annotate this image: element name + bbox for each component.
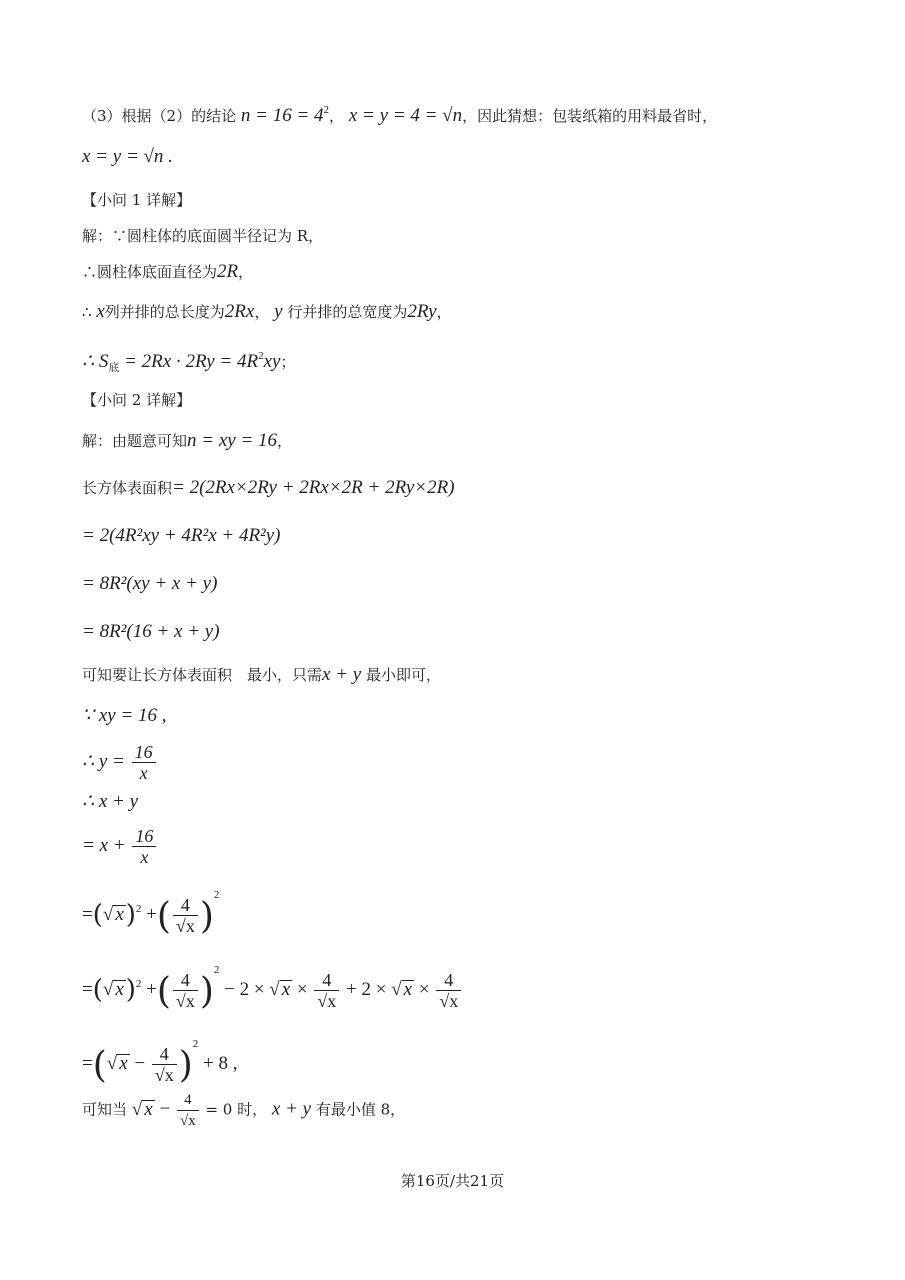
sqrt: √ x — [269, 979, 291, 1000]
math: + — [146, 904, 157, 925]
line-1 — [82, 100, 717, 126]
math: = 8R²(xy + x + y) — [82, 573, 218, 594]
radicand: x — [185, 991, 195, 1012]
math: x + y — [271, 1098, 312, 1120]
line-5 — [82, 302, 452, 322]
exponent: 2 — [213, 964, 220, 976]
exponent: 2 — [135, 903, 142, 915]
radicand: x — [144, 1098, 153, 1120]
denominator: x — [132, 846, 156, 867]
text: ， — [277, 432, 293, 450]
math: = — [82, 1053, 93, 1074]
text: ∴圆柱体底面直径为 — [82, 263, 218, 281]
fraction — [132, 742, 156, 783]
numerator: 4 — [322, 970, 332, 991]
subscript: 底 — [108, 361, 120, 374]
denominator: √x — [436, 990, 461, 1011]
text: = 0 时， — [205, 1100, 268, 1119]
text: 最小即可， — [365, 666, 441, 684]
denominator: √x — [177, 1110, 199, 1131]
line-4 — [82, 262, 253, 282]
sqrt: √ x — [102, 904, 124, 925]
text: （3）根据（2）的结论 — [82, 107, 237, 125]
denominator: √x — [173, 915, 198, 936]
math: y — [274, 301, 283, 322]
denominator: √x — [152, 1064, 177, 1085]
radicand: x — [115, 979, 124, 1000]
fraction — [132, 826, 156, 867]
denominator: √x — [314, 990, 339, 1011]
text: 有最小值 8， — [315, 1100, 406, 1119]
line-13 — [82, 706, 167, 726]
line-12 — [82, 665, 441, 685]
math: = 2(4R²xy + 4R²x + 4R²y) — [82, 525, 281, 546]
line-15 — [82, 792, 138, 812]
sqrt: √ x — [131, 1098, 153, 1120]
paren: ( — [92, 900, 103, 930]
math: × — [418, 979, 430, 1000]
line-16 — [82, 826, 158, 867]
math: × — [296, 979, 308, 1000]
heading: 【小问 1 详解】 — [82, 191, 192, 209]
math: + 2 × — [346, 979, 387, 1000]
heading: 【小问 2 详解】 — [82, 391, 192, 409]
radicand: x — [188, 1113, 196, 1129]
denominator: x — [132, 762, 156, 783]
radicand: x — [449, 991, 459, 1012]
heading-part-1 — [82, 190, 191, 210]
radicand: x — [327, 991, 337, 1012]
math: 2Ry — [407, 301, 437, 322]
fraction — [173, 970, 198, 1011]
math: = 2Rx · 2Ry = 4R — [119, 351, 259, 372]
line-9 — [82, 526, 281, 546]
text: 列并排的总长度为 — [104, 303, 225, 321]
exponent: 2 — [192, 1038, 199, 1050]
math: = — [82, 979, 93, 1000]
math: ∴ S — [82, 351, 109, 372]
radicand: x — [119, 1053, 128, 1074]
numerator: 4 — [180, 895, 190, 916]
paren: ) — [125, 900, 136, 930]
math: − — [134, 1053, 146, 1074]
text: 解：由题意可知 — [82, 432, 188, 450]
math: x = y = √n . — [82, 146, 173, 167]
line-10 — [82, 574, 217, 594]
math: + 8 , — [203, 1053, 238, 1074]
fraction — [173, 895, 198, 936]
math: n = 16 = 4 — [240, 105, 324, 126]
paren: ( — [92, 1045, 107, 1086]
math: − 2 × — [224, 979, 265, 1000]
exponent: 2 — [135, 978, 142, 990]
math: ∴ x + y — [82, 791, 139, 812]
paren: ) — [199, 896, 214, 937]
radicand: x — [164, 1065, 174, 1086]
line-19 — [82, 1034, 238, 1085]
sqrt: √ x — [391, 979, 413, 1000]
text: ， — [436, 303, 452, 321]
line-6 — [82, 346, 295, 378]
paren: ( — [156, 971, 171, 1012]
radicand: x — [185, 916, 195, 937]
line-7 — [82, 431, 292, 451]
page-footer: 第16页/共21页 — [400, 1172, 505, 1190]
denominator: √x — [173, 990, 198, 1011]
text: ， — [238, 263, 254, 281]
math: = — [82, 904, 93, 925]
line-2 — [82, 147, 173, 167]
line-3 — [82, 226, 323, 246]
math: ∴ y = — [82, 750, 125, 772]
text: ，因此猜想：包装纸箱的用料最省时， — [462, 107, 718, 125]
fraction — [177, 1090, 199, 1131]
numerator: 4 — [184, 1092, 192, 1108]
text: ， — [329, 107, 345, 125]
math: 2R — [217, 261, 239, 282]
radicand: x — [281, 979, 291, 1000]
text: ； — [280, 353, 296, 371]
line-18 — [82, 960, 463, 1011]
math: = x + — [82, 834, 126, 856]
sqrt: √ x — [106, 1053, 128, 1074]
exponent: 2 — [258, 350, 264, 362]
math: n = xy = 16 — [187, 430, 278, 451]
radicand: x — [115, 904, 124, 925]
paren: ( — [92, 975, 103, 1005]
math: − — [159, 1098, 171, 1120]
exponent: 2 — [213, 889, 220, 901]
math: ∵ xy = 16 , — [82, 705, 167, 726]
math: + — [146, 979, 157, 1000]
heading-part-2 — [82, 390, 191, 410]
math: x + y — [322, 664, 362, 685]
numerator: 4 — [444, 970, 454, 991]
line-20 — [82, 1090, 405, 1131]
text: 可知要让长方体表面积 最小，只需 — [82, 666, 323, 684]
text: 解：∵圆柱体的底面圆半径记为 R， — [82, 227, 324, 245]
math: 2Rx — [224, 301, 255, 322]
paren: ) — [125, 975, 136, 1005]
paren: ) — [199, 971, 214, 1012]
math: = 2(2Rx×2Ry + 2Rx×2R + 2Ry×2R) — [172, 477, 455, 498]
numerator: 16 — [134, 742, 153, 762]
line-8 — [82, 478, 455, 498]
line-14 — [82, 742, 158, 783]
numerator: 4 — [159, 1044, 169, 1065]
math: xy — [263, 351, 281, 372]
math: x — [96, 301, 105, 322]
text: 可知当 — [82, 1100, 128, 1119]
fraction — [314, 970, 339, 1011]
line-17 — [82, 885, 219, 936]
line-11 — [82, 622, 220, 642]
text: ∴ — [82, 303, 92, 321]
text: 行并排的总宽度为 — [287, 303, 408, 321]
numerator: 16 — [135, 826, 154, 846]
exponent: 2 — [323, 104, 330, 116]
math: x = y = 4 = √n — [348, 105, 463, 126]
fraction — [436, 970, 461, 1011]
sqrt: √ x — [102, 979, 124, 1000]
radicand: x — [403, 979, 413, 1000]
math: = 8R²(16 + x + y) — [82, 621, 220, 642]
paren: ) — [178, 1045, 193, 1086]
text: 长方体表面积 — [82, 479, 173, 497]
paren: ( — [156, 896, 171, 937]
numerator: 4 — [180, 970, 190, 991]
fraction — [152, 1044, 177, 1085]
text: ， — [254, 303, 270, 321]
